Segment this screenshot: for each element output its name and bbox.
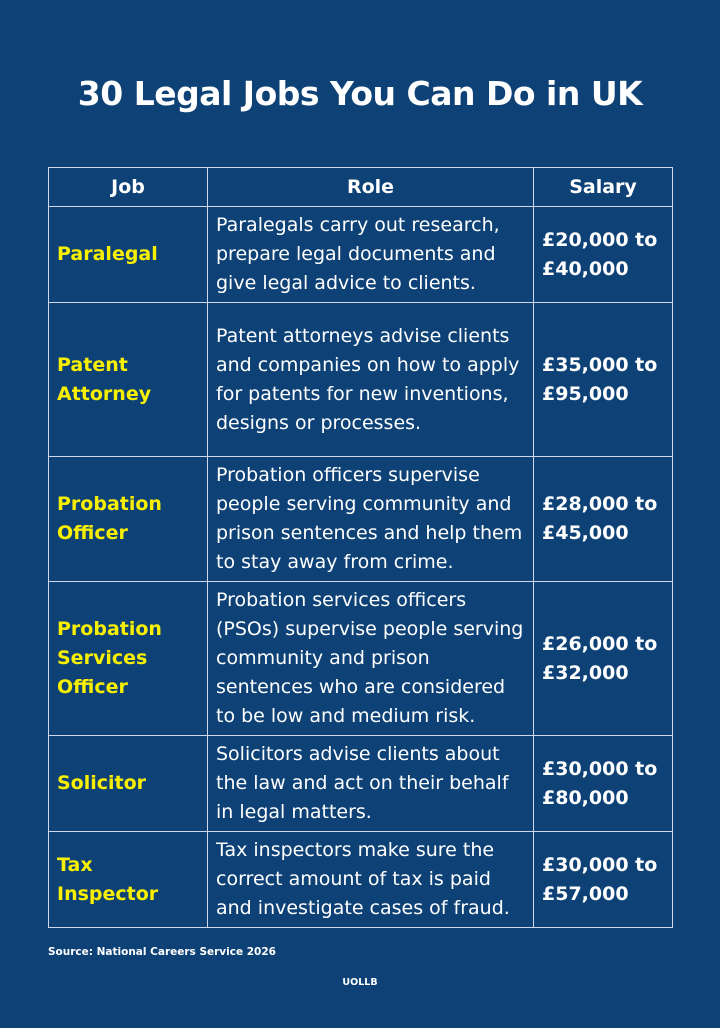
page-title: 30 Legal Jobs You Can Do in UK xyxy=(77,74,643,113)
table-row xyxy=(49,582,673,736)
table-row xyxy=(49,736,673,832)
job-cell: Solicitor xyxy=(49,736,208,832)
table-header-row xyxy=(49,168,673,207)
role-cell: Probation services officers (PSOs) supervise people serving community and prison sentences who are considered to be low and medium risk. xyxy=(208,582,534,736)
salary-cell: £28,000 to £45,000 xyxy=(534,457,673,582)
table-row xyxy=(49,832,673,928)
table-row xyxy=(49,457,673,582)
footer-brand: UOLLB xyxy=(342,977,378,988)
role-cell: Patent attorneys advise clients and companies on how to apply for patents for new inventions, designs or processes. xyxy=(208,303,534,457)
legal-jobs-table xyxy=(48,167,673,928)
salary-cell: £35,000 to £95,000 xyxy=(534,303,673,457)
role-cell: Solicitors advise clients about the law and act on their behalf in legal matters. xyxy=(208,736,534,832)
role-cell: Paralegals carry out research, prepare legal documents and give legal advice to clients. xyxy=(208,207,534,303)
source-note: Source: National Careers Service 2026 xyxy=(48,946,276,958)
salary-cell: £30,000 to £57,000 xyxy=(534,832,673,928)
table-row xyxy=(49,303,673,457)
column-header-salary: Salary xyxy=(534,168,673,207)
job-cell: Paralegal xyxy=(49,207,208,303)
salary-cell: £20,000 to £40,000 xyxy=(534,207,673,303)
salary-cell: £26,000 to £32,000 xyxy=(534,582,673,736)
job-cell: Probation Services Officer xyxy=(49,582,208,736)
table-row xyxy=(49,207,673,303)
column-header-role: Role xyxy=(208,168,534,207)
role-cell: Tax inspectors make sure the correct amount of tax is paid and investigate cases of fraud. xyxy=(208,832,534,928)
job-cell: Tax Inspector xyxy=(49,832,208,928)
job-cell: Probation Officer xyxy=(49,457,208,582)
job-cell: Patent Attorney xyxy=(49,303,208,457)
role-cell: Probation officers supervise people serving community and prison sentences and help them to stay away from crime. xyxy=(208,457,534,582)
salary-cell: £30,000 to £80,000 xyxy=(534,736,673,832)
column-header-job: Job xyxy=(49,168,208,207)
